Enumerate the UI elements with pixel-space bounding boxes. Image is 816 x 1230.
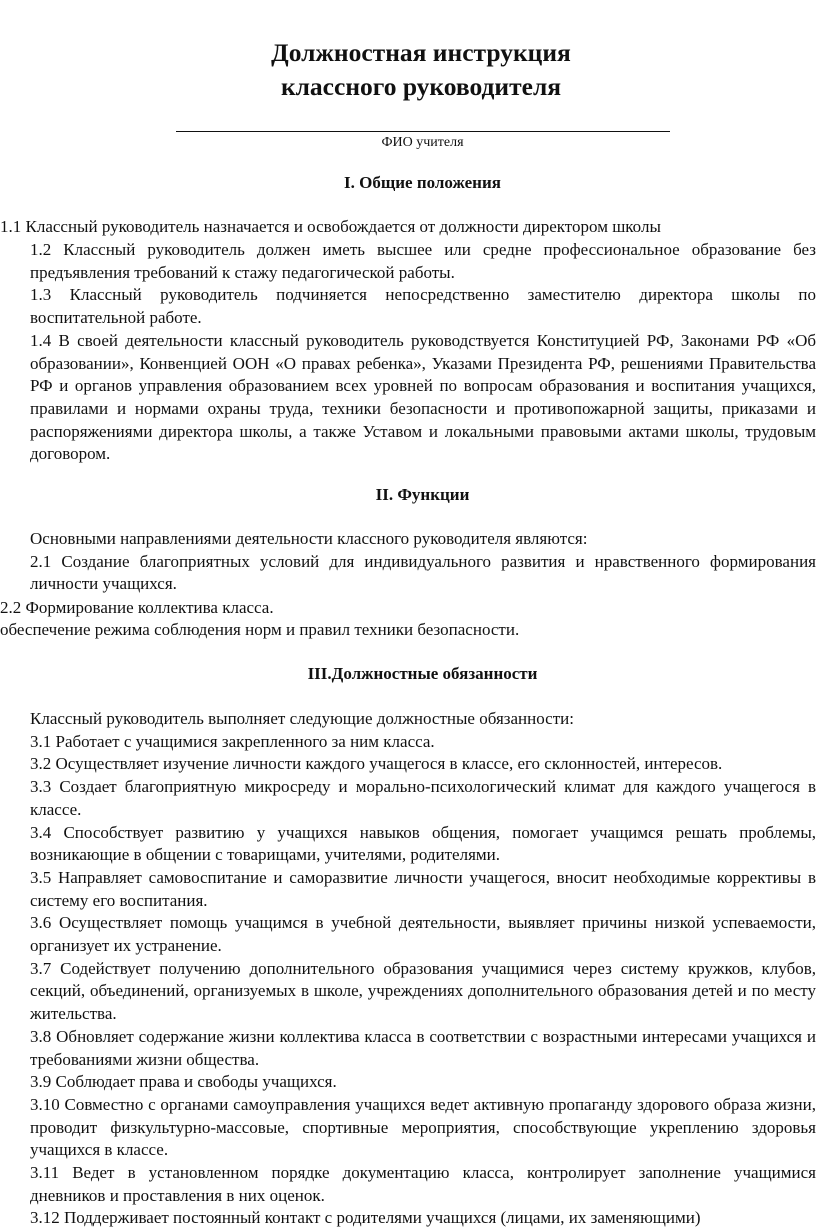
section-1-body xyxy=(30,239,816,466)
item-3-6: 3.6 Осуществляет помощь учащимся в учебной деятельности, выявляет причины низкой успеваемости, организует их устранение. xyxy=(30,913,816,956)
section-2-intro: Основными направлениями деятельности классного руководителя являются: xyxy=(30,529,588,548)
item-3-5: 3.5 Направляет самовоспитание и саморазвитие личности учащегося, вносит необходимые коррективы в систему его воспитания. xyxy=(30,867,816,910)
item-3-10: 3.10 Совместно с органами самоуправления учащихся ведет активную пропаганду здорового образа жизни, проводит физкультурно-массовые, спортивные мероприятия, способствующие укреплению здоровья учащихся в классе. xyxy=(30,1094,816,1160)
item-3-1: 3.1 Работает с учащимися закрепленного за ним класса. xyxy=(30,731,435,751)
item-3-8: 3.8 Обновляет содержание жизни коллектива класса в соответствии с возрастными интересами учащихся и требованиями жизни общества. xyxy=(30,1026,816,1069)
item-3-9: 3.9 Соблюдает права и свободы учащихся. xyxy=(30,1072,337,1092)
section-3-intro: Классный руководитель выполняет следующие должностные обязанности: xyxy=(30,709,574,728)
section-3-body xyxy=(30,708,816,1230)
section-1-heading: I. Общие положения xyxy=(344,173,501,192)
item-3-4: 3.4 Способствует развитию у учащихся навыков общения, помогает учащимся решать проблемы, возникающие в общении с товарищами, учителями, родителями. xyxy=(30,822,816,865)
item-3-11: 3.11 Ведет в установленном порядке документацию класса, контролирует заполнение учащимися дневников и проставления в них оценок. xyxy=(30,1163,816,1205)
item-2-1: 2.1 Создание благоприятных условий для индивидуального развития и нравственного формирования личности учащихся. xyxy=(30,551,816,594)
item-1-2: 1.2 Классный руководитель должен иметь высшее или средне профессиональное образование без предъявления требований к стажу педагогической работы. xyxy=(30,240,816,282)
item-2-2: 2.2 Формирование коллектива класса. xyxy=(0,598,274,617)
item-1-3: 1.3 Классный руководитель подчиняется непосредственно заместителю директора школы по воспитательной работе. xyxy=(30,285,816,328)
item-1-4: 1.4 В своей деятельности классный руководитель руководствуется Конституцией РФ, Законами РФ «Об образовании», Конвенцией ООН «О правах ребенка», Указами Президента РФ, решениями Правительства РФ и органов управления образованием всех уровней по вопросам образования и воспитания учащихся, правилами и нормами охраны труда, техники безопасности и противопожарной защиты, приказами и распоряжениями директора школы, а также Уставом и локальными правовыми актами школы, трудовым договором. xyxy=(30,330,816,464)
document-title-line-1: Должностная инструкция xyxy=(271,38,571,67)
item-3-2: 3.2 Осуществляет изучение личности каждого учащегося в классе, его склонностей, интересов. xyxy=(30,754,723,774)
section-2-heading: II. Функции xyxy=(375,485,470,504)
signature-label: ФИО учителя xyxy=(381,135,464,150)
item-1-1: 1.1 Классный руководитель назначается и освобождается от должности директором школы xyxy=(0,217,661,236)
signature-line xyxy=(176,131,670,132)
section-2-body xyxy=(30,528,816,596)
item-3-3: 3.3 Создает благоприятную микросреду и морально-психологический климат для каждого учащегося в классе. xyxy=(30,777,816,819)
section-3-heading: III.Должностные обязанности xyxy=(307,664,538,683)
item-3-7: 3.7 Содействует получению дополнительного образования учащимися через систему кружков, клубов, секций, объединений, организуемых в школе, учреждениях дополнительного образования детей и по месту жительства. xyxy=(30,958,816,1024)
item-2-extra: обеспечение режима соблюдения норм и правил техники безопасности. xyxy=(0,620,520,639)
document-title-line-2: классного руководителя xyxy=(280,72,562,101)
item-3-12: 3.12 Поддерживает постоянный контакт с родителями учащихся (лицами, их заменяющими) xyxy=(30,1208,701,1228)
